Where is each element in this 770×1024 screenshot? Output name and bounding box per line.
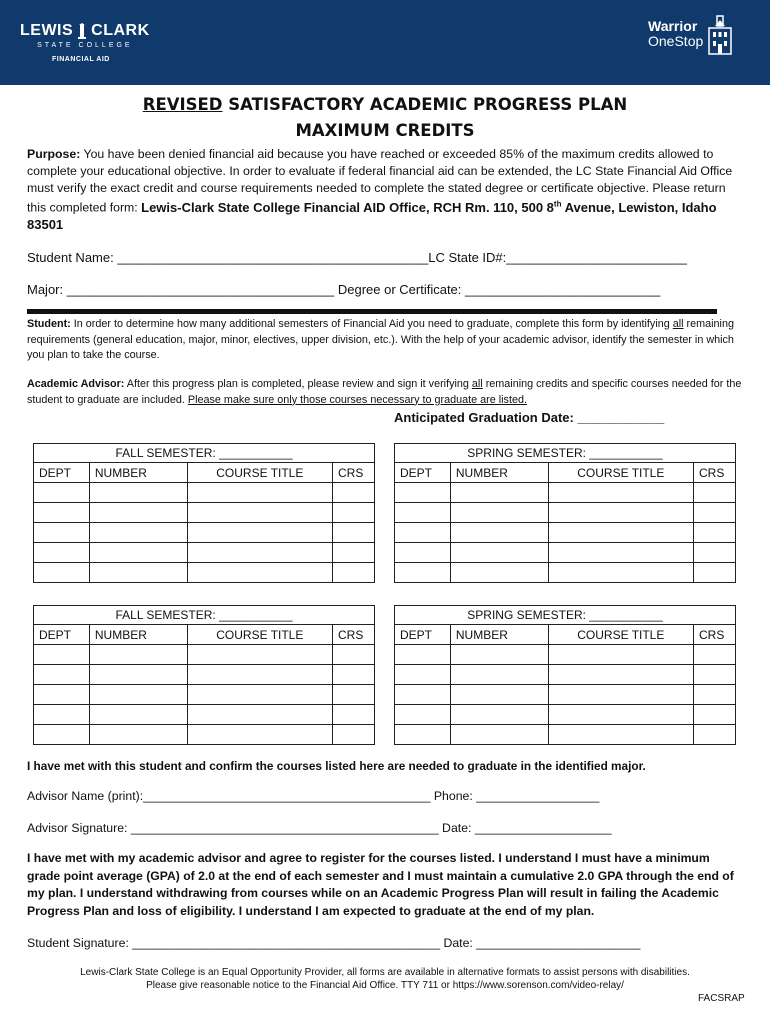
table-row[interactable] <box>395 523 736 543</box>
table-row[interactable] <box>395 705 736 725</box>
advisor-text-b: remaining credits and specific courses needed for the student to graduate are included. <box>27 378 742 406</box>
table-row[interactable] <box>395 503 736 523</box>
title-revised: REVISED <box>142 95 223 114</box>
col-course-title: COURSE TITLE <box>187 463 332 483</box>
student-all: all <box>672 318 684 330</box>
table-row[interactable] <box>395 543 736 563</box>
fall-semester-title[interactable]: FALL SEMESTER: ___________ <box>34 606 375 625</box>
student-text-a: In order to determine how many additional semesters of Financial Aid you need to graduate, complete this form by identifying <box>70 318 673 330</box>
col-dept: DEPT <box>34 463 90 483</box>
title-line2: MAXIMUM CREDITS <box>295 121 475 140</box>
col-course-title: COURSE TITLE <box>187 625 332 645</box>
col-crs: CRS <box>694 463 736 483</box>
table-row[interactable] <box>34 725 375 745</box>
table-row[interactable] <box>34 645 375 665</box>
student-instructions <box>27 317 742 364</box>
table-row[interactable] <box>34 503 375 523</box>
spring-semester-table-2 <box>394 605 736 745</box>
fall-semester-table-1 <box>33 443 375 583</box>
anticipated-graduation-date[interactable]: Anticipated Graduation Date: ____________ <box>394 410 665 425</box>
portal-name-line1: Warrior <box>648 18 698 34</box>
spring-semester-title[interactable]: SPRING SEMESTER: ___________ <box>395 444 736 463</box>
college-subtitle: STATE COLLEGE <box>37 42 133 49</box>
col-number: NUMBER <box>89 463 187 483</box>
warrior-onestop-logo <box>648 18 735 56</box>
college-name-right: CLARK <box>91 22 150 39</box>
purpose-paragraph <box>27 146 742 233</box>
table-row[interactable] <box>34 665 375 685</box>
col-course-title: COURSE TITLE <box>548 625 693 645</box>
major-degree-field[interactable]: Major: _____________________________________ Degree or Certificate: ___________________________ <box>27 282 661 297</box>
table-row[interactable] <box>34 705 375 725</box>
building-icon <box>705 14 735 56</box>
advisor-text-a: After this progress plan is completed, please review and sign it verifying <box>124 378 472 390</box>
college-logo <box>20 22 150 63</box>
col-number: NUMBER <box>450 463 548 483</box>
title-line1: SATISFACTORY ACADEMIC PROGRESS PLAN <box>222 95 628 114</box>
address-part-a: Lewis-Clark State College Financial AID Office, RCH Rm. 110, 500 8 <box>141 199 554 215</box>
fall-semester-title[interactable]: FALL SEMESTER: ___________ <box>34 444 375 463</box>
table-row[interactable] <box>34 523 375 543</box>
col-crs: CRS <box>333 625 375 645</box>
purpose-text: You have been denied financial aid because you have reached or exceeded 85% of the maximum credits allowed to complete your educational objective. In order to evaluate if federal financial aid can be extended, the LC State Financial Aid Office must verify the exact credit and course requirements needed to complete the stated degree or certificate objective. Please return this completed form: <box>27 147 733 215</box>
form-title <box>0 92 770 144</box>
advisor-name-field[interactable]: Advisor Name (print):__________________________________________ Phone: __________________ <box>27 789 600 803</box>
section-divider <box>27 309 717 314</box>
table-row[interactable] <box>395 645 736 665</box>
spring-semester-table-1 <box>394 443 736 583</box>
address-ordinal: th <box>553 199 562 209</box>
student-label: Student: <box>27 318 71 330</box>
department-name: FINANCIAL AID <box>52 56 110 63</box>
purpose-label: Purpose: <box>27 147 81 161</box>
col-dept: DEPT <box>395 463 451 483</box>
advisor-all: all <box>471 378 483 390</box>
college-name-left: LEWIS <box>20 22 74 39</box>
fall-semester-table-2 <box>33 605 375 745</box>
footer-line2: Please give reasonable notice to the Financial Aid Office. TTY 711 or https://www.sorenson.com/video-relay/ <box>146 980 624 991</box>
table-row[interactable] <box>34 563 375 583</box>
lighthouse-icon <box>75 23 89 39</box>
advisor-signature-field[interactable]: Advisor Signature: _____________________________________________ Date: ____________________ <box>27 821 612 835</box>
advisor-confirmation: I have met with this student and confirm the courses listed here are needed to graduate in the identified major. <box>27 759 646 773</box>
col-crs: CRS <box>694 625 736 645</box>
form-code: FACSRAP <box>698 993 745 1004</box>
table-row[interactable] <box>395 665 736 685</box>
advisor-text-tail: Please make sure only those courses necessary to graduate are listed. <box>187 393 527 406</box>
col-number: NUMBER <box>450 625 548 645</box>
portal-name-line2: OneStop <box>648 33 704 49</box>
col-crs: CRS <box>333 463 375 483</box>
table-row[interactable] <box>34 685 375 705</box>
student-signature-field[interactable]: Student Signature: _____________________________________________ Date: ________________________ <box>27 936 641 950</box>
col-number: NUMBER <box>89 625 187 645</box>
student-agreement: I have met with my academic advisor and agree to register for the courses listed. I understand I must have a minimum grade point average (GPA) of 2.0 at the end of each semester and I must maintain a cumulative 2.0 GPA through the end of my plan. I understand withdrawing from courses while on an Academic Progress Plan will result in failing the Academic Progress Plan and loss of eligibility. I understand I am expected to graduate at the end of my plan. <box>27 851 734 918</box>
address-part-b: Avenue, Lewiston, Idaho 83501 <box>27 199 717 232</box>
student-text-b: remaining requirements (general education, major, minor, electives, upper division, etc.). With the help of your academic advisor, identify the semester in which you plan to take the course. <box>27 318 734 362</box>
col-dept: DEPT <box>395 625 451 645</box>
table-row[interactable] <box>34 543 375 563</box>
table-row[interactable] <box>34 483 375 503</box>
col-dept: DEPT <box>34 625 90 645</box>
spring-semester-title[interactable]: SPRING SEMESTER: ___________ <box>395 606 736 625</box>
col-course-title: COURSE TITLE <box>548 463 693 483</box>
table-row[interactable] <box>395 563 736 583</box>
header-banner <box>0 0 770 85</box>
table-row[interactable] <box>395 725 736 745</box>
student-name-field[interactable]: Student Name: ___________________________________________LC State ID#:_________________________ <box>27 250 688 265</box>
table-row[interactable] <box>395 483 736 503</box>
table-row[interactable] <box>395 685 736 705</box>
footer-line1: Lewis-Clark State College is an Equal Opportunity Provider, all forms are available in alternative formats to assist persons with disabilities. <box>80 967 690 978</box>
footer-notice <box>0 966 770 992</box>
advisor-instructions <box>27 377 742 408</box>
advisor-label: Academic Advisor: <box>27 378 125 390</box>
